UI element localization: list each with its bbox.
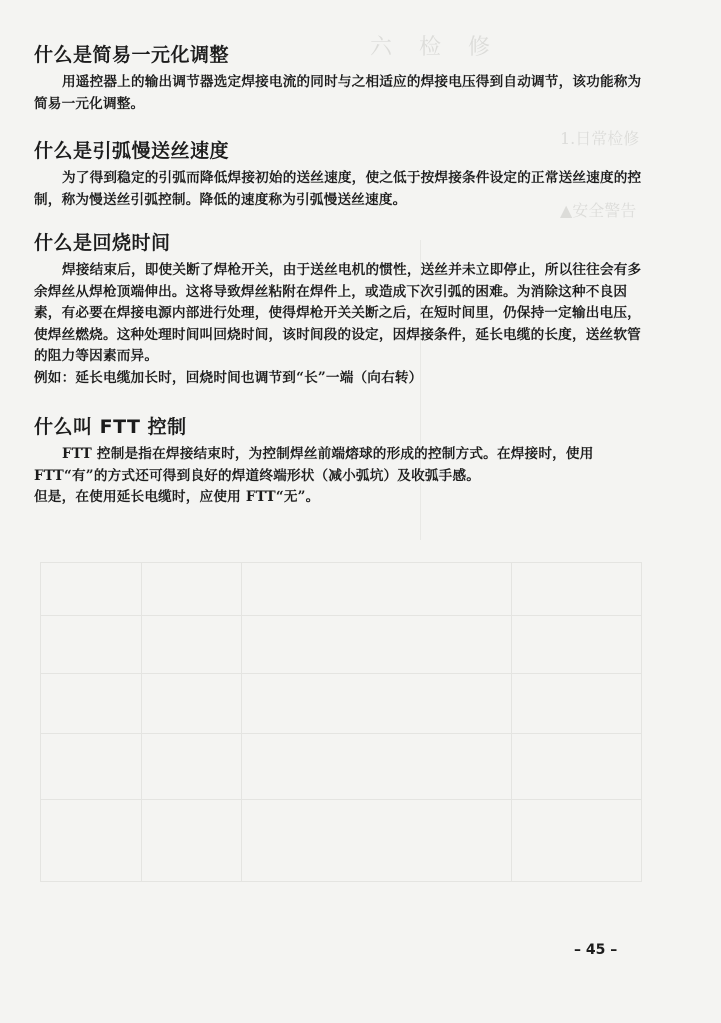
show-through-title: 六 检 修 (370, 35, 500, 60)
show-through-heading: ▲安全警告 (560, 201, 637, 220)
section-paragraph: FTT 控制是指在焊接结束时，为控制焊丝前端熔球的形成的控制方式。在焊接时，使用FTT“有”的方式还可得到良好的焊道终端形状（减小弧坑）及收弧手感。 (34, 446, 594, 484)
section-heading: 什么是引弧慢送丝速度 (34, 140, 230, 162)
section-simple-unified-adjustment (34, 42, 646, 115)
section-paragraph: 为了得到稳定的引弧而降低焊接初始的送丝速度，使之低于按焊接条件设定的正常送丝速度的控制，称为慢送丝引弧控制。降低的速度称为引弧慢送丝速度。 (34, 170, 642, 208)
show-through-table (40, 562, 642, 882)
section-heading: 什么是简易一元化调整 (34, 44, 230, 66)
section-heading: 什么是回烧时间 (34, 232, 171, 254)
section-note: 但是，在使用延长电缆时，应使用 FTT“无”。 (34, 489, 320, 505)
section-burnback-time (34, 230, 646, 389)
section-example: 例如：延长电缆加长时，回烧时间也调节到“长”一端（向右转） (34, 369, 423, 386)
section-paragraph: 焊接结束后，即使关断了焊枪开关，由于送丝电机的惯性，送丝并未立即停止，所以往往会有多余焊丝从焊枪顶端伸出。这将导致焊丝粘附在焊件上，或造成下次引弧的困难。为消除这种不良因素，有必要在焊接电源内部进行处理，使得焊枪开关关断之后，在短时间里，仍保持一定输出电压，使焊丝燃烧。这种处理时间叫回烧时间，该时间段的设定，因焊接条件，延长电缆的长度，送丝软管的阻力等因素而异。 (34, 262, 642, 364)
section-heading: 什么叫 FTT 控制 (34, 416, 187, 438)
section-paragraph: 用遥控器上的输出调节器选定焊接电流的同时与之相适应的焊接电压得到自动调节，该功能称为简易一元化调整。 (34, 74, 642, 112)
page-number: – 45 – (574, 942, 618, 958)
section-ftt-control (34, 414, 646, 509)
show-through-heading: 1.日常检修 (560, 129, 640, 148)
section-arc-start-slow-feed (34, 138, 646, 211)
